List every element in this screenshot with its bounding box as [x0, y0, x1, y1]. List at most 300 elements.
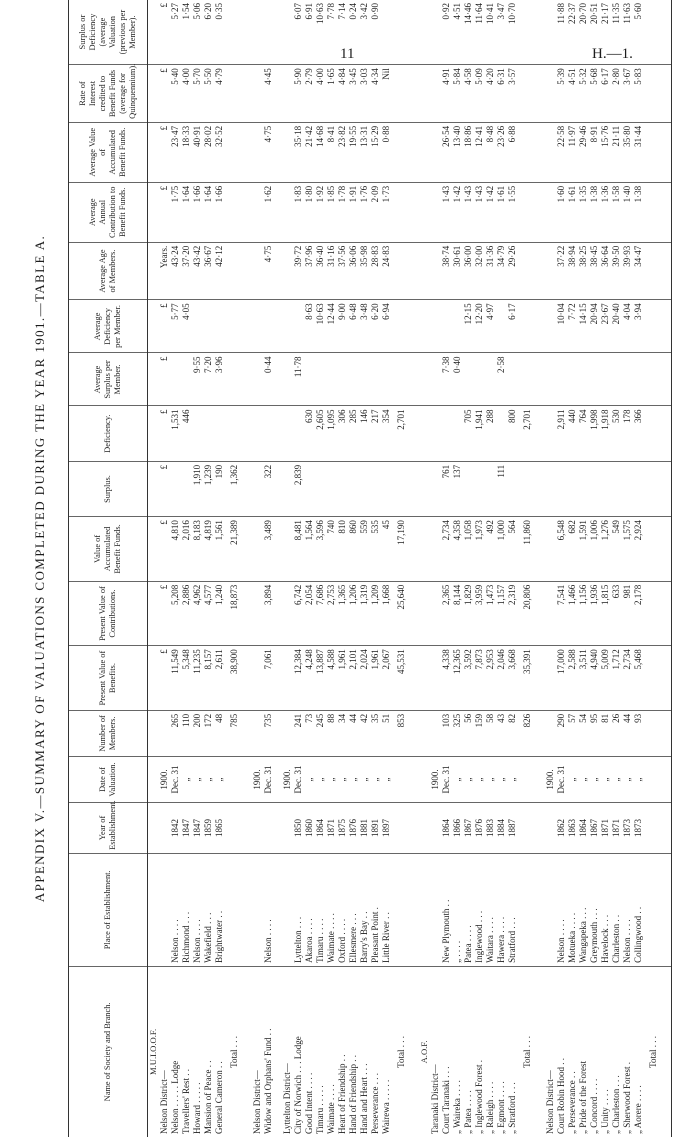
table-cell: 21·17 — [600, 0, 611, 65]
table-cell: 2,839 — [293, 461, 304, 516]
table-cell — [578, 353, 589, 406]
table-cell — [644, 353, 663, 406]
table-cell: 20·70 — [578, 0, 589, 65]
table-cell: 36·40 — [315, 242, 326, 300]
table-cell: 559 — [359, 517, 370, 582]
table-cell: 0·90 — [370, 0, 381, 65]
table-cell: 6·31 — [496, 65, 507, 123]
table-cell — [545, 406, 556, 461]
table-cell: 1,240 — [214, 581, 225, 646]
row-label: Howard . . . . . — [192, 1082, 202, 1134]
table-cell: 1·65 — [326, 65, 337, 123]
table-cell: 26 — [611, 710, 622, 756]
table-cell — [381, 461, 392, 516]
row-label: Total . . . — [229, 1035, 239, 1068]
table-cell: Richmond . . . — [181, 853, 192, 966]
table-cell: 1,961 — [337, 646, 348, 711]
table-row — [370, 0, 381, 1137]
table-cell — [600, 461, 611, 516]
table-cell: 4·05 — [181, 300, 192, 353]
table-cell: 45 — [381, 517, 392, 582]
table-cell — [282, 646, 293, 711]
table-cell — [392, 353, 411, 406]
table-cell — [274, 406, 282, 461]
table-cell: Charleston . . — [611, 853, 622, 966]
table-cell — [252, 353, 263, 406]
spacer-row — [244, 0, 252, 1137]
table-row — [622, 0, 633, 1137]
table-cell: 1·54 — [181, 0, 192, 65]
table-cell: 6·17 — [600, 65, 611, 123]
table-cell: 2,178 — [633, 581, 644, 646]
table-row — [474, 0, 485, 1137]
table-cell: 11·63 — [622, 0, 633, 65]
row-label: Hand and Heart . . . — [359, 1063, 369, 1134]
table-cell: 1842 — [170, 803, 181, 854]
table-cell — [244, 966, 252, 1137]
table-cell — [545, 461, 556, 516]
table-cell: 1,156 — [578, 581, 589, 646]
table-cell: 20·40 — [611, 300, 622, 353]
table-cell — [252, 65, 263, 123]
row-label: Total . . . — [648, 1035, 658, 1068]
table-cell: 8,144 — [452, 581, 463, 646]
table-cell — [214, 406, 225, 461]
table-cell: 0·44 — [263, 353, 274, 406]
table-cell: 1·43 — [463, 182, 474, 242]
table-cell: 1867 — [463, 803, 474, 854]
header-row — [69, 0, 148, 1137]
table-cell: 4·58 — [463, 65, 474, 123]
table-cell: 1,575 — [622, 517, 633, 582]
table-cell — [545, 803, 556, 854]
row-label: „ Sherwood Forest . — [622, 1062, 632, 1134]
table-cell: 31·16 — [326, 242, 337, 300]
table-cell: 34·47 — [633, 242, 644, 300]
table-cell: Akaroa . . . . — [304, 853, 315, 966]
table-cell: 1·91 — [348, 182, 359, 242]
table-cell: Wakefield . . . — [203, 853, 214, 966]
table-cell: 1·61 — [496, 182, 507, 242]
table-cell — [537, 756, 545, 802]
table-cell: 2,753 — [326, 581, 337, 646]
table-cell: 1,998 — [589, 406, 600, 461]
table-cell: £ — [159, 581, 170, 646]
table-cell: 6·07 — [293, 0, 304, 65]
table-cell — [337, 353, 348, 406]
table-cell: 1·92 — [315, 182, 326, 242]
table-cell — [244, 646, 252, 711]
table-cell: 159 — [474, 710, 485, 756]
table-cell: 40·91 — [192, 122, 203, 182]
table-cell — [148, 353, 160, 406]
table-cell: 1·43 — [441, 182, 452, 242]
column-header: Average Deficiency per Member. — [69, 300, 148, 353]
table-cell: 200 — [192, 710, 203, 756]
table-cell — [411, 122, 419, 182]
table-cell: „ — [622, 756, 633, 802]
table-cell: 1·76 — [359, 182, 370, 242]
table-cell: Dec. 31 — [263, 756, 274, 802]
table-cell — [263, 803, 274, 854]
table-cell — [545, 0, 556, 65]
table-cell — [419, 0, 430, 65]
table-cell: Timaru . . . . — [315, 853, 326, 966]
table-cell: 17,000 — [556, 646, 567, 711]
row-label: Widow and Orphans' Fund . . — [263, 1028, 273, 1134]
table-cell: 146 — [359, 406, 370, 461]
table-cell — [337, 461, 348, 516]
table-cell: Nelson . . . . — [263, 853, 274, 966]
table-cell: 54 — [578, 710, 589, 756]
table-cell — [225, 242, 244, 300]
table-cell: 11·35 — [611, 0, 622, 65]
table-cell: 853 — [392, 710, 411, 756]
table-cell — [381, 0, 392, 65]
table-row — [611, 0, 622, 1137]
table-cell: 32·00 — [474, 242, 485, 300]
table-cell: 7,541 — [556, 581, 567, 646]
table-cell: 549 — [611, 517, 622, 582]
table-cell: 4·75 — [263, 122, 274, 182]
table-cell — [148, 710, 160, 756]
table-cell: „ — [304, 756, 315, 802]
row-label: Timaru . . . . . — [315, 1085, 325, 1134]
table-cell: 4·51 — [567, 65, 578, 123]
table-cell: 1,561 — [214, 517, 225, 582]
table-cell — [411, 581, 419, 646]
table-cell: 6·94 — [381, 300, 392, 353]
table-cell — [496, 300, 507, 353]
table-cell: 1·58 — [611, 182, 622, 242]
row-label: „ Raleigh . . . . — [485, 1081, 495, 1134]
table-cell — [274, 353, 282, 406]
table-cell — [567, 461, 578, 516]
table-cell — [663, 966, 672, 1137]
table-cell: 5,009 — [600, 646, 611, 711]
table-cell — [463, 461, 474, 516]
table-cell: „ — [359, 756, 370, 802]
table-cell — [644, 853, 663, 966]
table-cell — [663, 517, 672, 582]
table-cell: 5·39 — [556, 65, 567, 123]
table-cell: Hawera . . . . — [496, 853, 507, 966]
row-label: Waimate . . . . — [326, 1084, 336, 1134]
table-cell: 37·22 — [556, 242, 567, 300]
table-cell — [507, 353, 518, 406]
table-cell — [148, 517, 160, 582]
table-cell — [518, 853, 537, 966]
table-cell: 13·40 — [452, 122, 463, 182]
table-cell — [518, 803, 537, 854]
table-cell: 217 — [370, 406, 381, 461]
table-cell: 31·36 — [485, 242, 496, 300]
table-cell — [244, 242, 252, 300]
table-cell: 682 — [567, 517, 578, 582]
table-cell: 8·63 — [304, 300, 315, 353]
table-cell: 826 — [518, 710, 537, 756]
table-cell: 3,592 — [463, 646, 474, 711]
table-cell — [622, 353, 633, 406]
table-row — [304, 0, 315, 1137]
table-row — [381, 0, 392, 1137]
table-cell: 5·68 — [589, 65, 600, 123]
table-cell: 630 — [304, 406, 315, 461]
table-cell — [537, 966, 545, 1137]
table-cell: 2·79 — [304, 65, 315, 123]
table-cell — [485, 353, 496, 406]
table-cell: 735 — [263, 710, 274, 756]
row-label: Travellers' Rest . . — [181, 1068, 191, 1134]
table-cell: 6·20 — [203, 0, 214, 65]
table-cell: 14·15 — [578, 300, 589, 353]
table-row — [567, 0, 578, 1137]
table-cell — [274, 581, 282, 646]
table-cell — [244, 710, 252, 756]
table-cell: 42·12 — [214, 242, 225, 300]
table-cell: 15·76 — [600, 122, 611, 182]
table-cell: 1864 — [578, 803, 589, 854]
table-cell: Inglewood . . . — [474, 853, 485, 966]
table-cell: 245 — [315, 710, 326, 756]
table-cell — [225, 122, 244, 182]
table-cell — [244, 182, 252, 242]
table-cell — [214, 300, 225, 353]
table-cell: 981 — [622, 581, 633, 646]
table-cell: „ — [485, 756, 496, 802]
table-cell: 35·98 — [359, 242, 370, 300]
table-cell: 285 — [348, 406, 359, 461]
table-cell: 12·44 — [326, 300, 337, 353]
table-cell — [359, 353, 370, 406]
table-cell — [274, 966, 282, 1137]
table-cell: 5·06 — [192, 0, 203, 65]
table-cell: 190 — [214, 461, 225, 516]
table-cell — [170, 461, 181, 516]
table-cell — [452, 406, 463, 461]
table-cell: 18·86 — [463, 122, 474, 182]
table-cell: 8·91 — [589, 122, 600, 182]
table-cell: 28·02 — [203, 122, 214, 182]
table-cell — [419, 353, 430, 406]
table-cell: 3,959 — [474, 581, 485, 646]
table-cell — [282, 461, 293, 516]
table-cell: 1,829 — [463, 581, 474, 646]
table-cell: „ — [589, 756, 600, 802]
table-cell: 4·34 — [370, 65, 381, 123]
table-cell: 11·97 — [567, 122, 578, 182]
table-cell: 2,734 — [441, 517, 452, 582]
table-row — [263, 0, 274, 1137]
table-cell — [419, 803, 430, 854]
table-cell — [282, 353, 293, 406]
table-cell: 2,734 — [622, 646, 633, 711]
table-cell: 7,061 — [263, 646, 274, 711]
table-cell: 39·93 — [622, 242, 633, 300]
table-cell: 1·35 — [578, 182, 589, 242]
table-cell — [411, 461, 419, 516]
page-reference: H.—1. — [592, 46, 633, 62]
row-label: „ Inglewood Forest . — [474, 1060, 484, 1134]
column-header: Name of Society and Branch. — [69, 966, 148, 1137]
table-cell — [419, 406, 430, 461]
table-cell: 1·62 — [263, 182, 274, 242]
row-label: Good Intent . . . . — [304, 1072, 314, 1134]
table-cell — [518, 461, 537, 516]
table-cell: Pleasant Point . — [370, 853, 381, 966]
table-cell: 800 — [507, 406, 518, 461]
table-cell: 2,365 — [441, 581, 452, 646]
table-cell: 740 — [326, 517, 337, 582]
spacer-row — [663, 0, 672, 1137]
table-row — [578, 0, 589, 1137]
table-cell: 56 — [463, 710, 474, 756]
table-cell: 20,806 — [518, 581, 537, 646]
table-cell: „ — [567, 756, 578, 802]
table-cell: 19·55 — [348, 122, 359, 182]
row-label: Nelson . . . . . Lodge — [170, 1060, 180, 1134]
table-cell: 1867 — [589, 803, 600, 854]
table-cell: „ — [192, 756, 203, 802]
table-cell — [244, 803, 252, 854]
table-cell: 4·04 — [622, 300, 633, 353]
table-cell: 36·67 — [203, 242, 214, 300]
table-cell: Greymouth . . . — [589, 853, 600, 966]
table-row — [507, 0, 518, 1137]
table-cell — [282, 242, 293, 300]
table-cell — [252, 182, 263, 242]
table-cell: 1,209 — [370, 581, 381, 646]
table-cell — [430, 182, 441, 242]
table-cell — [537, 853, 545, 966]
table-cell: 7·72 — [567, 300, 578, 353]
table-cell — [282, 710, 293, 756]
table-cell: 1,058 — [463, 517, 474, 582]
table-cell: 8,183 — [192, 517, 203, 582]
table-cell — [252, 710, 263, 756]
table-cell: Dec. 31 — [556, 756, 567, 802]
table-cell — [537, 300, 545, 353]
table-cell: 5·83 — [633, 65, 644, 123]
table-cell — [537, 122, 545, 182]
table-cell — [644, 0, 663, 65]
table-cell — [622, 461, 633, 516]
table-cell — [244, 122, 252, 182]
table-cell — [411, 853, 419, 966]
table-cell: 1871 — [611, 803, 622, 854]
table-cell — [537, 0, 545, 65]
table-cell: 1·66 — [214, 182, 225, 242]
table-cell: 82 — [507, 710, 518, 756]
table-cell — [293, 406, 304, 461]
table-cell — [274, 182, 282, 242]
table-cell: 25,640 — [392, 581, 411, 646]
table-cell: 28·83 — [370, 242, 381, 300]
table-row — [545, 0, 556, 1137]
table-cell: 1·43 — [474, 182, 485, 242]
row-label: Court Taranaki . . . — [441, 1066, 451, 1134]
table-cell: 1876 — [474, 803, 485, 854]
table-cell: 5·40 — [170, 65, 181, 123]
table-cell — [419, 710, 430, 756]
row-label: Nelson District— — [159, 1070, 169, 1134]
table-cell: 2,016 — [181, 517, 192, 582]
table-cell: 5·09 — [474, 65, 485, 123]
table-cell: 23·47 — [170, 122, 181, 182]
table-cell: „ — [496, 756, 507, 802]
table-cell: 1900. — [159, 756, 170, 802]
table-cell: 1·73 — [381, 182, 392, 242]
table-cell: 366 — [633, 406, 644, 461]
table-row — [452, 0, 463, 1137]
table-cell — [663, 65, 672, 123]
table-cell: 6·91 — [304, 0, 315, 65]
table-cell: 43·24 — [170, 242, 181, 300]
table-cell: 9·00 — [337, 300, 348, 353]
table-cell — [644, 182, 663, 242]
table-row — [463, 0, 474, 1137]
table-cell: 23·82 — [337, 122, 348, 182]
table-cell — [225, 353, 244, 406]
table-cell — [663, 353, 672, 406]
table-cell: 1·38 — [589, 182, 600, 242]
table-cell: 58 — [485, 710, 496, 756]
table-cell — [148, 182, 160, 242]
table-row — [496, 0, 507, 1137]
table-cell: 4,819 — [203, 517, 214, 582]
table-cell — [148, 803, 160, 854]
table-cell: 1,276 — [600, 517, 611, 582]
table-cell: 4·91 — [441, 65, 452, 123]
table-cell: 4·84 — [337, 65, 348, 123]
table-row — [556, 0, 567, 1137]
table-cell: 5·27 — [170, 0, 181, 65]
table-cell: Stratford . . . — [507, 853, 518, 966]
table-cell — [148, 646, 160, 711]
table-cell — [663, 406, 672, 461]
table-cell: £ — [159, 353, 170, 406]
table-cell: 43·42 — [192, 242, 203, 300]
table-cell: 1900. — [282, 756, 293, 802]
table-cell — [518, 65, 537, 123]
table-cell: 3·48 — [359, 300, 370, 353]
table-cell: 88 — [326, 710, 337, 756]
table-cell: „ — [348, 756, 359, 802]
table-cell: 492 — [485, 517, 496, 582]
table-cell — [370, 461, 381, 516]
row-label: „ Patea . . . . — [463, 1090, 473, 1134]
table-cell — [663, 803, 672, 854]
table-cell — [537, 517, 545, 582]
society-name: A.O.F. — [419, 1040, 429, 1064]
table-cell — [244, 756, 252, 802]
table-cell: 761 — [441, 461, 452, 516]
table-cell — [663, 646, 672, 711]
table-cell — [392, 242, 411, 300]
table-cell — [611, 353, 622, 406]
table-cell — [252, 300, 263, 353]
row-label: „ Stratford . . . — [507, 1082, 517, 1134]
table-cell: 4·00 — [181, 65, 192, 123]
table-cell — [411, 353, 419, 406]
table-cell: 103 — [441, 710, 452, 756]
table-cell — [411, 300, 419, 353]
table-cell — [537, 646, 545, 711]
table-cell: 34·79 — [496, 242, 507, 300]
table-cell — [274, 0, 282, 65]
table-cell — [304, 353, 315, 406]
table-cell — [181, 353, 192, 406]
